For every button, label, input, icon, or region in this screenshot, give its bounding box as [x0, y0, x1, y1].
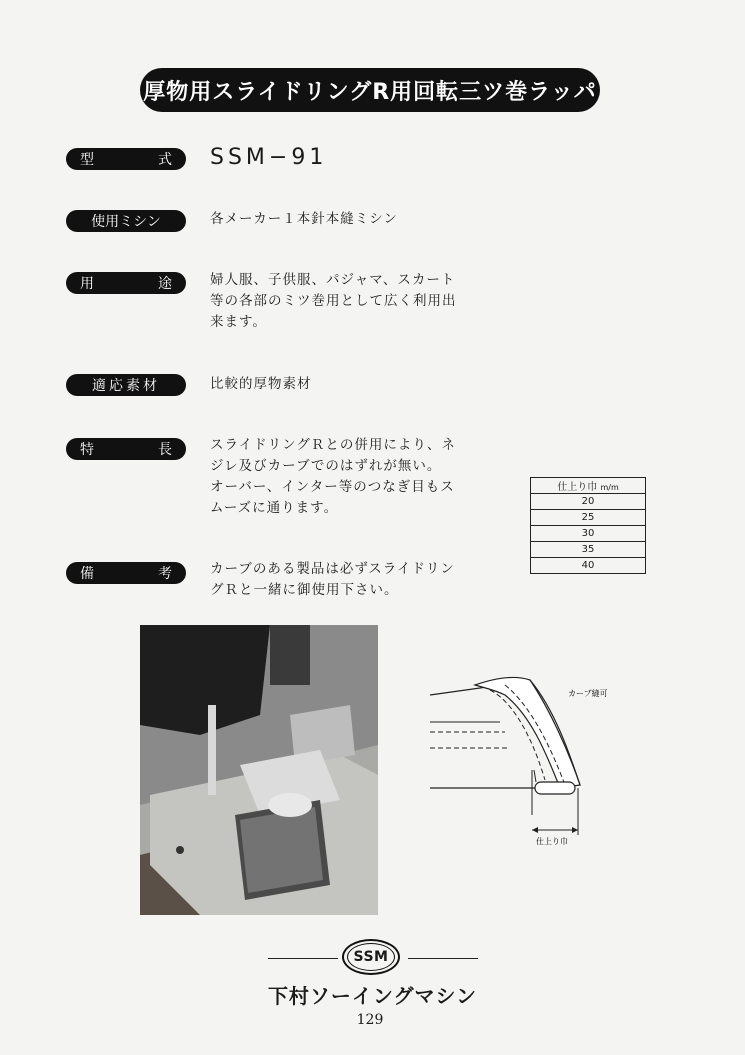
page-title [140, 68, 600, 112]
table-header [531, 478, 646, 494]
features-line: ジレ及びカーブでのはずれが無い。 [210, 458, 442, 474]
table-cell: 25 [531, 510, 646, 526]
label-char: 備 [80, 566, 94, 582]
finish-width-table [530, 477, 646, 574]
table-header-unit: m/m [600, 483, 619, 492]
diagram-curve-label: カーブ縫可 [568, 689, 608, 698]
label-machine [66, 210, 186, 232]
use-line: 来ます。 [210, 314, 267, 330]
label-material-text: 適応素材 [92, 378, 160, 394]
features-line: スライドリングＲとの併用により、ネ [210, 437, 456, 453]
use-text [210, 270, 480, 333]
table-cell: 35 [531, 542, 646, 558]
label-use-text [66, 273, 186, 293]
diagram-width-label: 仕上り巾 [536, 837, 568, 846]
notes-line: カーブのある製品は必ずスライドリン [210, 561, 455, 577]
footer-rule-right [408, 958, 478, 959]
label-char: 用 [80, 276, 94, 292]
machine-value: 各メーカー１本針本縫ミシン [210, 211, 398, 227]
table-header-label: 仕上り巾 [557, 482, 598, 493]
label-notes [66, 562, 186, 584]
curve-diagram [420, 670, 620, 850]
product-photo [140, 625, 378, 915]
features-line: オーバー、インター等のつなぎ目もス [210, 479, 455, 495]
table-cell: 20 [531, 494, 646, 510]
label-char: 考 [158, 566, 172, 582]
features-line: ムーズに通ります。 [210, 500, 339, 516]
label-material [66, 374, 186, 396]
model-number: SSM−91 [210, 145, 328, 170]
label-char: 長 [158, 442, 172, 458]
material-value: 比較的厚物素材 [210, 376, 312, 392]
notes-line: グＲと一緒に御使用下さい。 [210, 582, 399, 598]
use-line: 婦人服、子供服、パジャマ、スカート [210, 272, 456, 288]
ssm-logo [342, 939, 400, 975]
page-number: 129 [356, 1012, 384, 1028]
title-text: 厚物用スライドリングR用回転三ツ巻ラッパ [143, 79, 597, 105]
notes-text [210, 559, 480, 601]
label-char: 途 [158, 276, 172, 292]
label-model-text [66, 149, 186, 169]
label-char: 式 [158, 152, 172, 168]
label-char: 型 [80, 152, 94, 168]
logo-text: SSM [353, 949, 389, 965]
label-char: 特 [80, 442, 94, 458]
photo-illustration [140, 625, 378, 915]
features-text [210, 435, 480, 519]
company-name: 下村ソーイングマシン [267, 984, 478, 1008]
label-notes-text [66, 563, 186, 583]
ssm-logo-inner [347, 943, 395, 971]
table-cell: 30 [531, 526, 646, 542]
label-features-text [66, 439, 186, 459]
label-machine-text: 使用ミシン [91, 214, 161, 230]
label-use [66, 272, 186, 294]
label-model [66, 148, 186, 170]
table-cell: 40 [531, 558, 646, 574]
footer-rule-left [268, 958, 338, 959]
label-features [66, 438, 186, 460]
use-line: 等の各部のミツ巻用として広く利用出 [210, 293, 457, 309]
